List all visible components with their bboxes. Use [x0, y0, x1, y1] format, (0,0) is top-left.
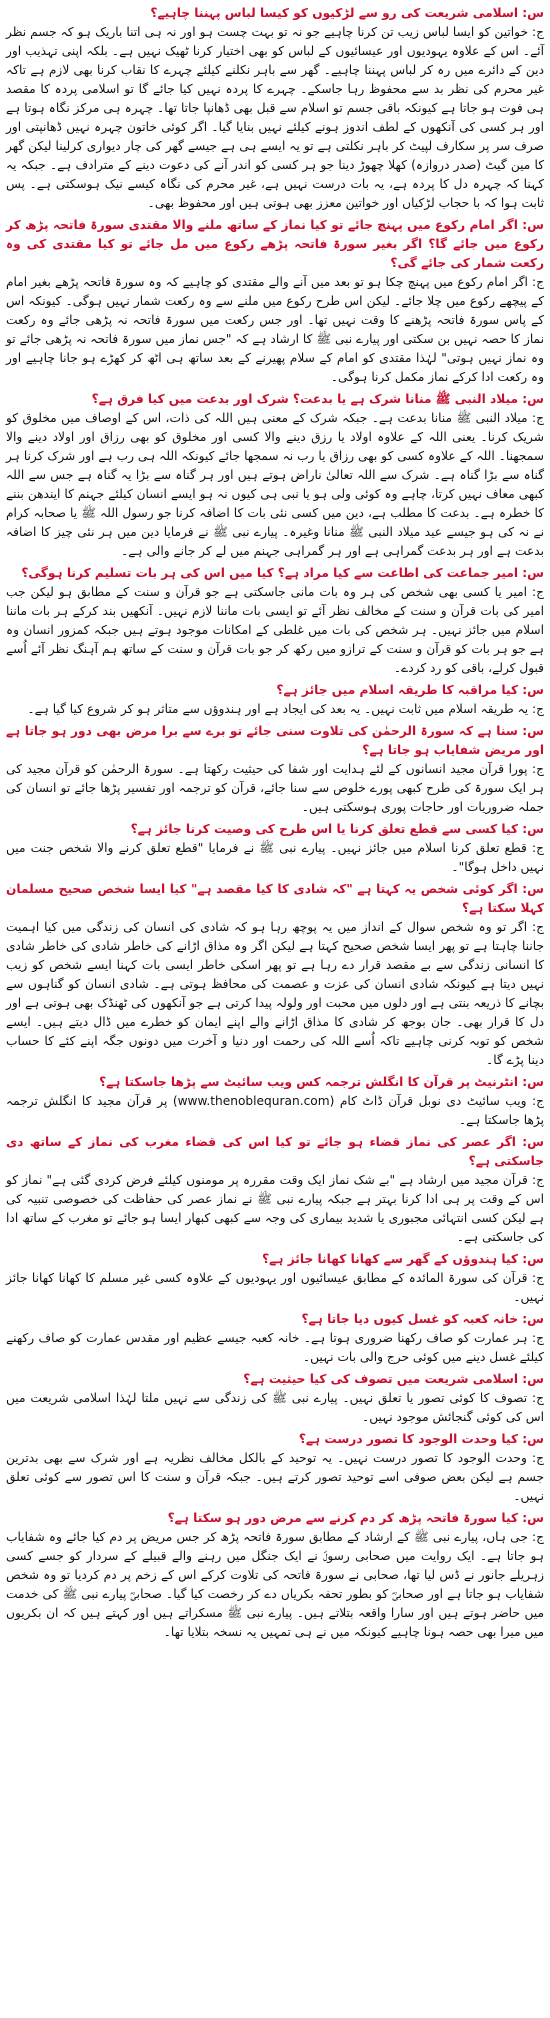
qa-item: [6, 1310, 544, 1367]
answer: ج: قطع تعلق کرنا اسلام میں جائز نہیں۔ پیارے نبی ﷺ نے فرمایا "قطع تعلق کرنے والا شخص جنت میں نہیں داخل ہوگا"۔: [6, 841, 544, 874]
question: س: کیا مراقبہ کا طریقہ اسلام میں جائز ہے؟: [276, 683, 544, 697]
answer: ج: جی ہاں، پیارے نبی ﷺ کے ارشاد کے مطابق سورۃ فاتحہ پڑھ کر جس مریض پر دم کیا جائے وہ شفایاب ہو جاتا ہے۔ ایک روایت میں صحابی رسولؐ نے ایک جنگل میں رہنے والے قبیلے کے سردار کو جسے کسی زہریلے جانور نے ڈس لیا تھا، صحابی نے سورۃ فاتحہ کی تلاوت کرکے اس کے زخم پر دم کردیا تو وہ شخص شفایاب ہو جاتا ہے اور صحابیؓ کو بطور تحفہ بکریاں دے کر رخصت کیا گیا۔ صحابیؓ پیارے نبی ﷺ کی خدمت میں حاضر ہوتے ہیں اور سارا واقعہ بتلاتے ہیں۔ پیارے نبی ﷺ مسکراتے ہیں اور کہتے ہیں کہ ان بکریوں میں میرا بھی حصہ ہونا چاہیے کیونکہ میں نے ہی تمہیں یہ نسخہ بتلایا تھا۔: [6, 1530, 544, 1639]
answer: ج: یہ طریقہ اسلام میں ثابت نہیں۔ یہ بعد کی ایجاد ہے اور ہندوؤں سے متاثر ہو کر شروع کیا گیا ہے۔: [27, 702, 544, 716]
question: س: خانہ کعبہ کو غسل کیوں دیا جاتا ہے؟: [301, 1312, 544, 1326]
qa-item: [6, 4, 544, 213]
qa-item: [6, 1250, 544, 1307]
question: س: کیا کسی سے قطع تعلق کرنا یا اس طرح کی وصیت کرنا جائز ہے؟: [130, 822, 544, 836]
question: س: انٹرنیٹ پر قرآن کا انگلش ترجمہ کس ویب سائیٹ سے پڑھا جاسکتا ہے؟: [99, 1075, 544, 1089]
answer: ج: تصوف کا کوئی تصور یا تعلق نہیں۔ پیارے نبی ﷺ کی زندگی سے نہیں ملتا لہٰذا اسلامی شریعت میں اس کی کوئی گنجائش موجود نہیں۔: [6, 1391, 544, 1424]
qa-item: [6, 722, 544, 817]
question: س: میلاد النبی ﷺ منانا شرک ہے یا بدعت؟ شرک اور بدعت میں کیا فرق ہے؟: [91, 392, 544, 406]
qa-item: [6, 1073, 544, 1130]
question: س: کیا وحدت الوجود کا تصور درست ہے؟: [298, 1432, 544, 1446]
qa-item: [6, 1370, 544, 1427]
answer: ج: ویب سائیٹ دی نوبل قرآن ڈاٹ کام (www.thenoblequran.com) پر قرآن مجید کا انگلش ترجمہ پڑھا جاسکتا ہے۔: [6, 1094, 544, 1127]
answer: ج: اگر امام رکوع میں پہنچ چکا ہو تو بعد میں آنے والے مقتدی کو چاہیے کہ وہ سورۃ فاتحہ پڑھے بغیر امام کے پیچھے رکوع میں چلا جائے۔ لیکن اس طرح رکوع میں ملنے سے وہ رکعت شمار نہیں ہوگی۔ کیونکہ اس کے پاس سورۃ فاتحہ پڑھنے کا وقت نہیں تھا۔ اور جس رکعت میں سورۃ فاتحہ نہ پڑھی جائے وہ رکعت نماز کا حصہ نہیں بن سکتی اور پیارے نبی ﷺ کا ارشاد ہے کہ "جس نماز میں سورۃ فاتحہ نہ پڑھی جائے تو وہ نماز نہیں ہوتی" لہٰذا مقتدی کو امام کے سلام پھیرنے کے بعد ساتھ ہی اٹھ کر کھڑے ہو جانا چاہیے اور وہ رکعت ادا کرکے نماز مکمل کرنا ہوگی۔: [6, 275, 544, 384]
answer: ج: قرآن کی سورۃ المائدہ کے مطابق عیسائیوں اور یہودیوں کے علاوہ کسی غیر مسلم کا کھانا کھانا جائز نہیں۔: [6, 1271, 544, 1304]
qa-item: [6, 216, 544, 387]
question: س: سنا ہے کہ سورۃ الرحمٰن کی تلاوت سنی جائے تو برے سے برا مرض بھی دور ہو جاتا ہے اور مریض شفایاب ہو جاتا ہے؟: [6, 724, 544, 757]
question: س: کیا ہندوؤں کے گھر سے کھانا کھانا جائز ہے؟: [262, 1252, 544, 1266]
question: س: اسلامی شریعت کی رو سے لڑکیوں کو کیسا لباس پہننا چاہیے؟: [150, 6, 544, 20]
answer: ج: پورا قرآن مجید انسانوں کے لئے ہدایت اور شفا کی حیثیت رکھتا ہے۔ سورۃ الرحمٰن کو قرآن مجید کی ہر ایک سورۃ کی طرح کبھی پورے خلوص سے سنا جائے، قرآن کو ترجمہ اور تفسیر پڑھا جائے تو انسان کی جملہ ضروریات اور حاجات پوری ہوسکتی ہیں۔: [6, 762, 544, 814]
question: س: اگر عصر کی نماز قضاء ہو جائے تو کیا اس کی قضاء مغرب کی نماز کے ساتھ دی جاسکتی ہے؟: [6, 1135, 544, 1168]
question: س: اسلامی شریعت میں تصوف کی کیا حیثیت ہے؟: [243, 1372, 544, 1386]
qa-item: [6, 1509, 544, 1642]
question: س: اگر کوئی شخص یہ کہتا ہے "کہ شادی کا کیا مقصد ہے" کیا ایسا شخص صحیح مسلمان کہلا سکتا ہے؟: [6, 882, 544, 915]
answer: ج: ہر عمارت کو صاف رکھنا ضروری ہوتا ہے۔ خانہ کعبہ جیسے عظیم اور مقدس عمارت کو صاف رکھنے کیلئے غسل دینے میں کوئی حرج والی بات نہیں۔: [6, 1331, 544, 1364]
answer: ج: امیر یا کسی بھی شخص کی ہر وہ بات مانی جاسکتی ہے جو قرآن و سنت کے مطابق ہو لیکن جب امیر کی بات قرآن و سنت کے مخالف نظر آئے تو ایسی بات ماننا لازم نہیں۔ آنکھیں بند کرکے ہر بات ماننا اسلام میں جائز نہیں۔ ہر شخص کی بات میں غلطی کے امکانات موجود ہوتے ہیں جبکہ کمزور انسان وہ ہے جو ہر بات کو قرآن و سنت کے ترازو میں رکھ کر جو بات قرآن و سنت کے ساتھ ہم آہنگ نظر آئے اُسے قبول کرلے، باقی کو رد کردے۔: [6, 585, 544, 675]
qa-item: [6, 820, 544, 877]
answer: ج: اگر تو وہ شخص سوال کے انداز میں یہ پوچھ رہا ہو کہ شادی کی انسان کی زندگی میں کیا اہمیت جاننا چاہتا ہے تو پھر ایسا شخص صحیح کہتا ہے لیکن اگر وہ مذاق اڑانے کی خاطر شادی کی خاطر شادی کا انسانی زندگی سے بے مقصد قرار دے رہا ہے تو پھر اسکی خاطر ایسی بات کہنا ایسے شخص کو زیب نہیں دیتا ہے کیونکہ شادی انسان کی عزت و عصمت کی محافظ ہوتی ہے۔ شادی انسان کو گناہوں سے بچانے کا ذریعہ بنتی ہے اور دلوں میں محبت اور ولولہ پیدا کرتی ہے جو آنکھوں کی ٹھنڈک بھی ہوتی ہے اور دل کا قرار بھی۔ جان بوجھ کر شادی کا مذاق اڑانے والے اپنے ایمان کو خطرے میں ڈال دیتے ہیں۔ ایسے شخص کو توبہ کرنی چاہیے تاکہ اُسے اللہ کی رحمت اور دنیا و آخرت میں دونوں جگہ اپنے کئے کا حساب دینا پڑے گا۔: [6, 920, 544, 1067]
qa-item: [6, 681, 544, 719]
qa-item: [6, 564, 544, 678]
question: س: امیر جماعت کی اطاعت سے کیا مراد ہے؟ کیا میں اس کی ہر بات تسلیم کرنا ہوگی؟: [21, 566, 544, 580]
answer: ج: قرآن مجید میں ارشاد ہے "بے شک نماز ایک وقت مقررہ پر مومنوں کیلئے فرض کردی گئی ہے" نماز کو اس کے وقت پر ہی ادا کرنا بہتر ہے جبکہ پیارے نبی ﷺ نے نماز عصر کی حفاظت کی خصوصی تنبیہ کی ہے لیکن کسی انتہائی مجبوری یا شدید بیماری کی وجہ سے کبھی کبھار ایسا ہو جائے تو مغرب کے ساتھ ادا کی جاسکتی ہے۔: [6, 1173, 544, 1244]
qa-item: [6, 1133, 544, 1247]
answer: ج: وحدت الوجود کا تصور درست نہیں۔ یہ توحید کے بالکل مخالف نظریہ ہے اور شرک سے بھی بدترین جسم ہے لیکن بعض صوفی اسے توحید تصور کرتے ہیں۔ جبکہ قرآن و سنت کا اس تصور سے کوئی تعلق نہیں۔: [6, 1451, 544, 1503]
qa-item: [6, 880, 544, 1070]
qa-item: [6, 1430, 544, 1506]
qa-item: [6, 390, 544, 561]
question: س: اگر امام رکوع میں پہنچ جائے تو کیا نماز کے ساتھ ملنے والا مقتدی سورۃ فاتحہ پڑھ کر رکوع میں جائے گا؟ اگر بغیر سورۃ فاتحہ پڑھے رکوع میں مل جائے تو کیا مقتدی کی وہ رکعت شمار کی جائے گی؟: [6, 218, 544, 270]
answer: ج: میلاد النبی ﷺ منانا بدعت ہے۔ جبکہ شرک کے معنی ہیں اللہ کی ذات، اس کے اوصاف میں مخلوق کو شریک کرنا۔ یعنی اللہ کے علاوہ اولاد یا رزق دینے والا کسی اور مخلوق کو بھی رزاق اور اولاد دینے والا سمجھنا۔ اللہ کے علاوہ کسی کو بھی رزاق یا رب نہ سمجھا جائے کیونکہ اللہ ہی رب ہے اور شرک کرنا ہر گناہ سے بڑا گناہ ہے۔ شرک سے اللہ تعالیٰ ناراض ہوتے ہیں اور ہر گناہ سے بڑا یہ گناہ ہے جس سے اللہ کبھی معاف نہیں کرتا، چاہے وہ کوئی ولی ہو یا نبی ہی کیوں نہ ہو ایسے انسان کیلئے جہنم کا ایندھن بننے کا خطرہ ہے۔ بدعت کا مطلب ہے، دین میں کسی نئی بات کا اضافہ کرنا جو رسول اللہ ﷺ یا صحابہ کرام نے نہ کی ہو جیسے عید میلاد النبی ﷺ منانا وغیرہ۔ پیارے نبی ﷺ نے فرمایا دین میں ہر نئی چیز کا اضافہ بدعت ہے اور ہر بدعت گمراہی ہے اور ہر گمراہی جہنم میں لے کر جانے والی ہے۔: [6, 411, 544, 558]
question: س: کیا سورۃ فاتحہ پڑھ کر دم کرنے سے مرض دور ہو سکتا ہے؟: [167, 1511, 544, 1525]
answer: ج: خواتین کو ایسا لباس زیب تن کرنا چاہیے جو نہ تو بہت چست ہو اور نہ ہی اتنا باریک ہو کہ جسم نظر آئے۔ اس کے علاوہ یہودیوں اور عیسائیوں کے لباس کو بھی اختیار کرنا ٹھیک نہیں ہے۔ بلکہ اپنی تہذیب اور دین کے دائرے میں رہ کر لباس پہننا چاہیے۔ گھر سے باہر نکلنے کیلئے چہرے کا نقاب کرنا بھی لازم ہے تاکہ غیر محرم کی نظر بد سے محفوظ رہا جاسکے۔ چہرے کا پردہ نہیں کیا جائے گا تو اسلامی پردہ کا مقصد ہی فوت ہو جاتا ہے کیونکہ باقی جسم تو اسلام سے قبل بھی ڈھانپا جاتا تھا۔ چہرہ ہی مرکز نگاہ ہوتا ہے اور ہر کسی کی آنکھوں کے لطف اندوز ہونے کیلئے نہیں بنایا گیا۔ اگر کوئی خاتون چہرہ نہیں ڈھانپتی اور صرف سر پر سکارف لپیٹ کر باہر نکلتی ہے تو یہ ایسے ہی ہے جیسے گھر کی چار دیواری کرلینا لیکن گھر کا مین گیٹ (صدر دروازہ) کھلا چھوڑ دینا جو ہر کسی کو اندر آنے کی دعوت دینے کے مترادف ہے۔ جبکہ یہ کہنا کہ چہرہ دل کا پردہ ہے، یہ بات درست نہیں ہے، غیر محرم کی نگاہ کیسے نیک ہوسکتی ہے۔ پس ثابت ہوا کہ با حجاب لڑکیاں اور خواتین معزز بھی ہوتی ہیں اور محفوظ بھی۔: [6, 25, 544, 210]
